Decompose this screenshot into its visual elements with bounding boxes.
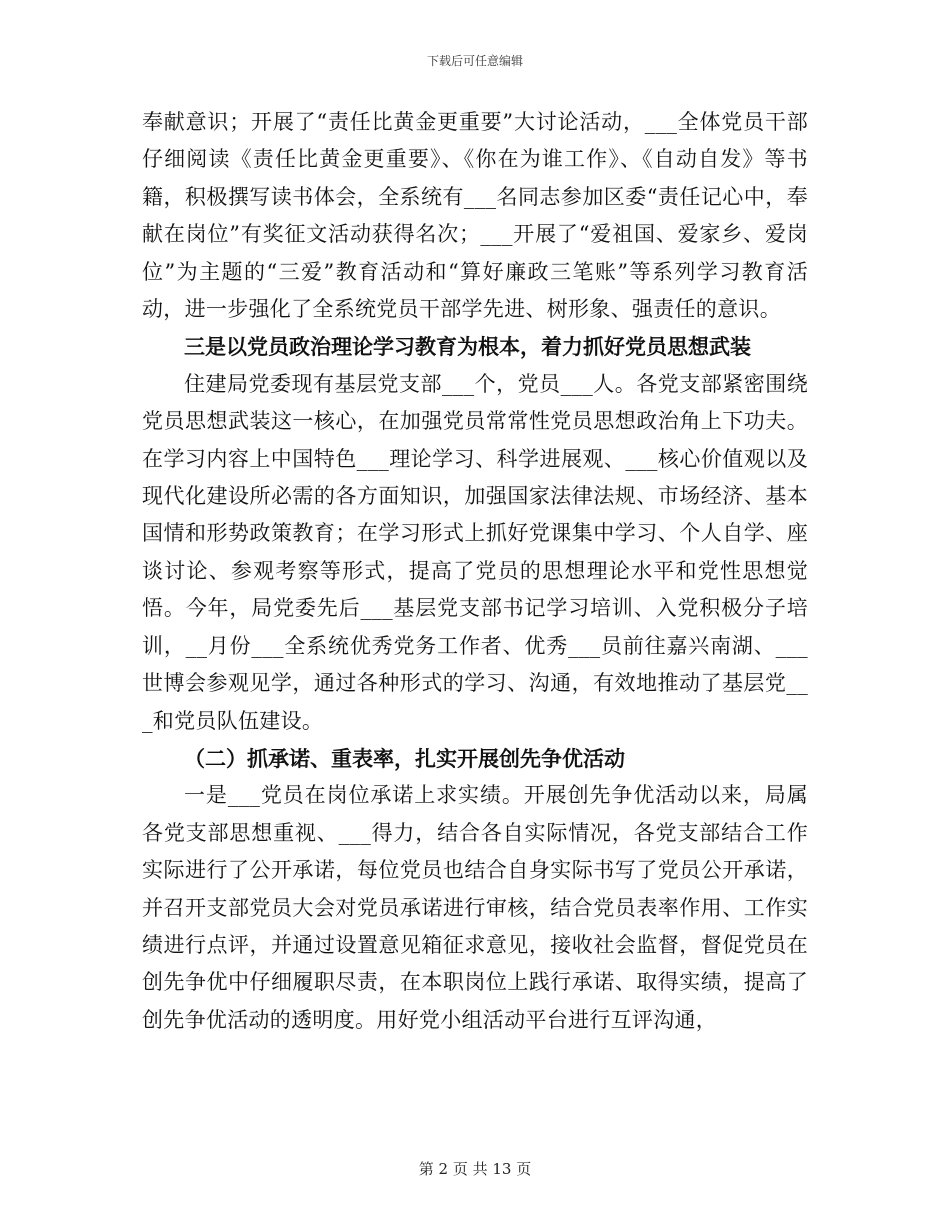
section-heading-two: （二）抓承诺、重表率，扎实开展创先争优活动 bbox=[184, 745, 625, 771]
paragraph-commitment: 一是___党员在岗位承诺上求实绩。开展创先争优活动以来，局属各党支部思想重视、___得力，结合各自实际情况，各党支部结合工作实际进行了公开承诺，每位党员也结合自身实际书写了党员公开承诺，并召开支部党员大会对党员承诺进行审核，结合党员表率作用、工作实绩进行点评，并通过设置意见箱征求意见，接收社会监督，督促党员在创先争优中仔细履职尽责，在本职岗位上践行承诺、取得实绩，提高了创先争优活动的透明度。用好党小组活动平台进行互评沟通， bbox=[142, 783, 808, 1032]
paragraph-party-education: 住建局党委现有基层党支部___个，党员___人。各党支部紧密围绕党员思想武装这一核心，在加强党员常常性党员思想政治角上下功夫。在学习内容上中国特色___理论学习、科学进展观、___核心价值观以及现代化建设所必需的各方面知识，加强国家法律法规、市场经济、基本国情和形势政策教育；在学习形式上抓好党课集中学习、个人自学、座谈讨论、参观考察等形式，提高了党员的思想理论水平和党性思想觉悟。今年，局党委先后___基层党支部书记学习培训、入党积极分子培训，__月份___全系统优秀党务工作者、优秀___员前往嘉兴南湖、___世博会参观见学，通过各种形式的学习、沟通，有效地推动了基层党___和党员队伍建设。 bbox=[142, 371, 808, 733]
page-footer: 第 2 页 共 13 页 bbox=[418, 1160, 532, 1178]
page-header: 下载后可任意编辑 bbox=[426, 54, 523, 68]
document-body bbox=[142, 104, 808, 1039]
paragraph-continued: 奉献意识；开展了“责任比黄金更重要”大讨论活动，___全体党员干部仔细阅读《责任比黄金更重要》、《你在为谁工作》、《自动自发》等书籍，积极撰写读书体会，全系统有___名同志参加区委“责任记心中，奉献在岗位”有奖征文活动获得名次；___开展了“爱祖国、爱家乡、爱岗位”为主题的“三爱”教育活动和“算好廉政三笔账”等系列学习教育活动，进一步强化了全系统党员干部学先进、树形象、强责任的意识。 bbox=[142, 110, 808, 322]
section-heading-three: 三是以党员政治理论学习教育为根本，着力抓好党员思想武装 bbox=[184, 334, 751, 360]
